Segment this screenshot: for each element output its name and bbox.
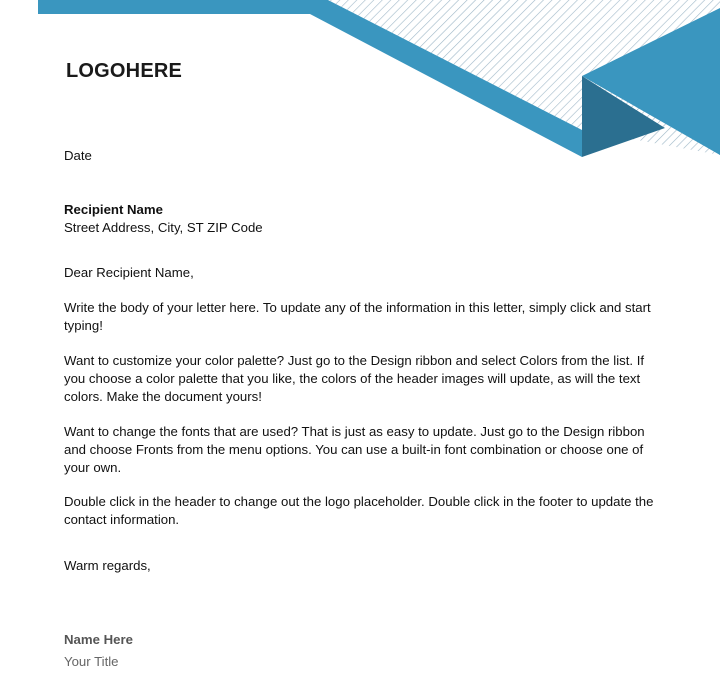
- signature-title: Your Title: [64, 654, 119, 669]
- letter-date: Date: [64, 148, 92, 163]
- logo-placeholder[interactable]: LOGOHERE: [66, 60, 183, 82]
- closing: Warm regards,: [64, 558, 151, 573]
- body-paragraph: Write the body of your letter here. To update any of the information in this letter, simply click and start typing!: [64, 300, 651, 333]
- recipient-address: Street Address, City, ST ZIP Code: [64, 220, 263, 235]
- body-paragraph: Want to change the fonts that are used? That is just as easy to update. Just go to the Design ribbon and choose Fronts from the menu options. You can use a built-in font combination or choose one of your own.: [64, 424, 645, 475]
- body-paragraph: Want to customize your color palette? Just go to the Design ribbon and select Colors from the list. If you choose a color palette that you like, the colors of the header images will update, as will the text colors. Make the document yours!: [64, 353, 645, 404]
- header-graphic: [0, 0, 720, 170]
- body-paragraph: Double click in the header to change out the logo placeholder. Double click in the footer to update the contact information.: [64, 494, 654, 527]
- salutation: Dear Recipient Name,: [64, 265, 194, 280]
- signature-name: Name Here: [64, 632, 133, 647]
- recipient-name: Recipient Name: [64, 202, 163, 217]
